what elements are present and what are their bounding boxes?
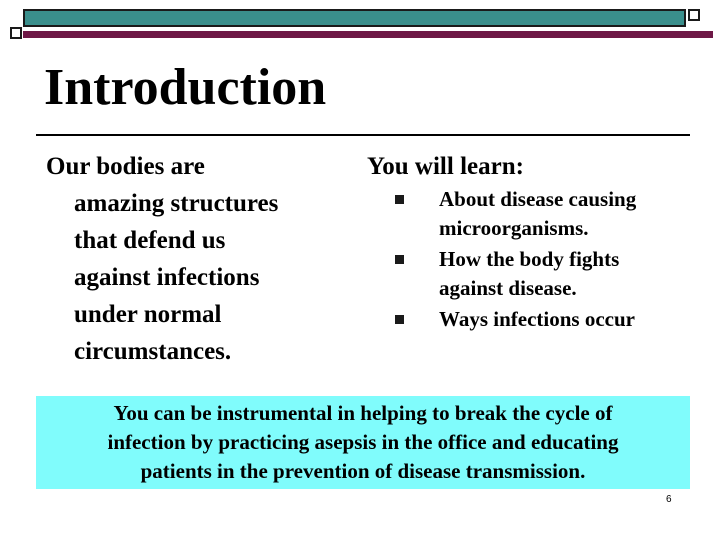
bullet-text: How the body fights	[439, 247, 620, 271]
bullet-text: Ways infections occur	[439, 307, 635, 331]
square-bullet-icon	[395, 315, 404, 324]
header-teal-bar	[23, 9, 686, 27]
corner-square-top	[688, 9, 700, 21]
corner-square-left	[10, 27, 22, 39]
left-text-block	[46, 148, 346, 370]
left-text-line: circumstances.	[74, 338, 232, 365]
square-bullet-icon	[395, 255, 404, 264]
callout-line: infection by practicing asepsis in the office and educating	[107, 430, 619, 454]
left-text-line: against infections	[74, 264, 260, 291]
callout-line: You can be instrumental in helping to break the cycle of	[113, 401, 613, 425]
slide-title: Introduction	[44, 59, 327, 116]
bullet-text: against disease.	[439, 276, 577, 300]
bullet-list	[367, 185, 707, 334]
header-accent-bar	[23, 31, 713, 38]
right-text-block	[367, 148, 707, 336]
bullet-item	[367, 305, 707, 334]
title-divider	[36, 134, 690, 136]
page-number: 6	[666, 494, 672, 505]
square-bullet-icon	[395, 195, 404, 204]
bullet-text: microorganisms.	[439, 216, 589, 240]
right-heading: You will learn:	[367, 153, 524, 180]
left-text-line: amazing structures	[74, 190, 279, 217]
left-text-line: Our bodies are	[46, 153, 205, 180]
bullet-text: About disease causing	[439, 187, 637, 211]
bullet-item	[367, 245, 707, 303]
left-text-line: under normal	[74, 301, 222, 328]
callout-box	[36, 396, 690, 489]
bullet-item	[367, 185, 707, 243]
callout-line: patients in the prevention of disease transmission.	[140, 459, 586, 483]
left-text-line: that defend us	[74, 227, 226, 254]
